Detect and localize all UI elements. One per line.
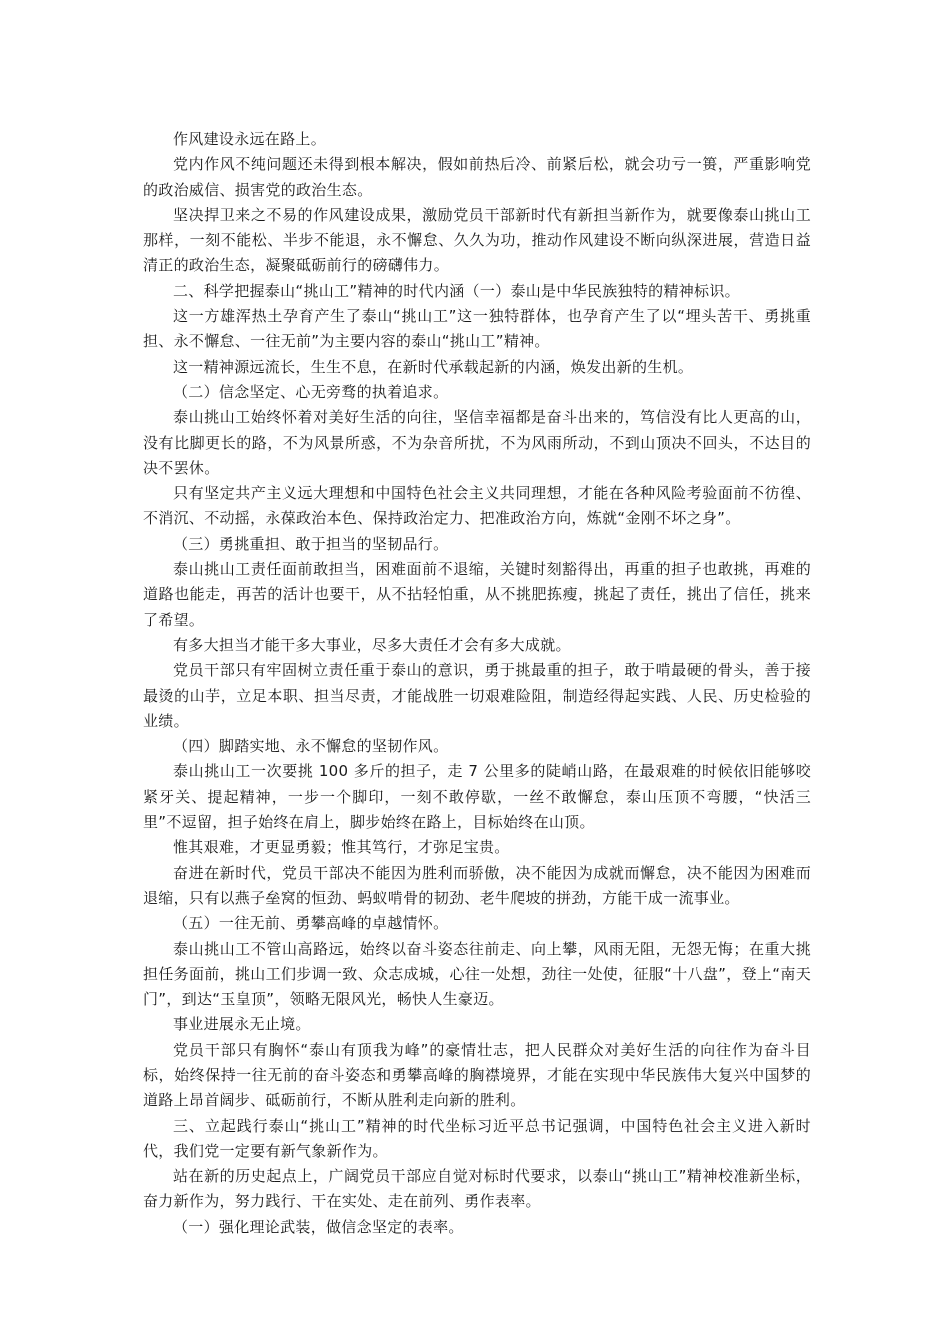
paragraph: 坚决捍卫来之不易的作风建设成果，激励党员干部新时代有新担当新作为，就要像泰山挑山工那样，一刻不能松、半步不能退，永不懈怠、久久为功，推动作风建设不断向纵深进展，营造日益清正的政治生态，凝聚砥砺前行的磅礴伟力。	[143, 205, 811, 275]
subsection-heading: （二）信念坚定、心无旁骛的执着追求。	[173, 382, 449, 401]
paragraph: 站在新的历史起点上，广阔党员干部应自觉对标时代要求，以泰山“挑山工”精神校准新坐标，奋力新作为，努力践行、干在实处、走在前列、勇作表率。	[143, 1167, 811, 1211]
paragraph: 有多大担当才能干多大事业，尽多大责任才会有多大成就。	[173, 635, 571, 654]
paragraph: 事业进展永无止境。	[173, 1015, 311, 1034]
paragraph: 奋进在新时代，党员干部决不能因为胜利而骄傲，决不能因为成就而懈怠，决不能因为困难而退缩，只有以燕子垒窝的恒劲、蚂蚁啃骨的韧劲、老牛爬坡的拼劲，方能干成一流事业。	[143, 863, 811, 907]
paragraph: 泰山挑山工责任面前敢担当，困难面前不退缩，关键时刻豁得出，再重的担子也敢挑，再难的道路也能走，再苦的活计也要干，从不拈轻怕重，从不挑肥拣瘦，挑起了责任，挑出了信任，挑来了希望。	[143, 560, 811, 629]
paragraph: 泰山挑山工一次要挑 100 多斤的担子，走 7 公里多的陡峭山路，在最艰难的时候依旧能够咬紧牙关、提起精神，一步一个脚印，一刻不敢停歇，一丝不敢懈怠，泰山压顶不弯腰，“快活三里”不逗留，担子始终在肩上，脚步始终在路上，目标始终在山顶。	[143, 762, 811, 832]
paragraph: 党内作风不纯问题还未得到根本解决，假如前热后冷、前紧后松，就会功亏一篑，严重影响党的政治威信、损害党的政治生态。	[143, 155, 811, 199]
section-heading: 二、科学把握泰山“挑山工”精神的时代内涵（一）泰山是中华民族独特的精神标识。	[173, 281, 740, 300]
subsection-heading: （三）勇挑重担、敢于担当的坚韧品行。	[173, 534, 449, 553]
paragraph: 只有坚定共产主义远大理想和中国特色社会主义共同理想，才能在各种风险考验面前不彷徨、不消沉、不动摇，永葆政治本色、保持政治定力、把准政治方向，炼就“金刚不坏之身”。	[143, 484, 811, 528]
subsection-heading: （四）脚踏实地、永不懈怠的坚韧作风。	[173, 737, 449, 756]
subsection-heading: （五）一往无前、勇攀高峰的卓越情怀。	[173, 914, 449, 933]
paragraph: 这一精神源远流长，生生不息，在新时代承载起新的内涵，焕发出新的生机。	[173, 357, 694, 376]
paragraph: 泰山挑山工不管山高路远，始终以奋斗姿态往前走、向上攀，风雨无阻，无怨无悔；在重大挑担任务面前，挑山工们步调一致、众志成城，心往一处想，劲往一处使，征服“十八盘”，登上“南天门”，到达“玉皇顶”，领略无限风光，畅快人生豪迈。	[143, 939, 811, 1009]
paragraph: 泰山挑山工始终怀着对美好生活的向往，坚信幸福都是奋斗出来的，笃信没有比人更高的山，没有比脚更长的路，不为风景所惑，不为杂音所扰，不为风雨所动，不到山顶决不回头，不达目的决不罢休。	[143, 408, 811, 477]
paragraph: 党员干部只有牢固树立责任重于泰山的意识，勇于挑最重的担子，敢于啃最硬的骨头，善于接最烫的山芋，立足本职、担当尽责，才能战胜一切艰难险阻，制造经得起实践、人民、历史检验的业绩。	[143, 661, 811, 730]
paragraph: 这一方雄浑热土孕育产生了泰山“挑山工”这一独特群体，也孕育产生了以“埋头苦干、勇挑重担、永不懈怠、一往无前”为主要内容的泰山“挑山工”精神。	[143, 307, 811, 351]
paragraph: 惟其艰难，才更显勇毅；惟其笃行，才弥足宝贵。	[173, 838, 510, 857]
subsection-heading: （一）强化理论武装，做信念坚定的表率。	[173, 1217, 464, 1236]
paragraph: 党员干部只有胸怀“泰山有顶我为峰”的豪情壮志，把人民群众对美好生活的向往作为奋斗目标，始终保持一往无前的奋斗姿态和勇攀高峰的胸襟境界，才能在实现中华民族伟大复兴中国梦的道路上昂首阔步、砥砺前行，不断从胜利走向新的胜利。	[143, 1040, 811, 1110]
document-body	[143, 127, 811, 1240]
section-heading: 三、立起践行泰山“挑山工”精神的时代坐标习近平总书记强调，中国特色社会主义进入新时代，我们党一定要有新气象新作为。	[143, 1116, 811, 1160]
paragraph: 作风建设永远在路上。	[173, 130, 327, 148]
